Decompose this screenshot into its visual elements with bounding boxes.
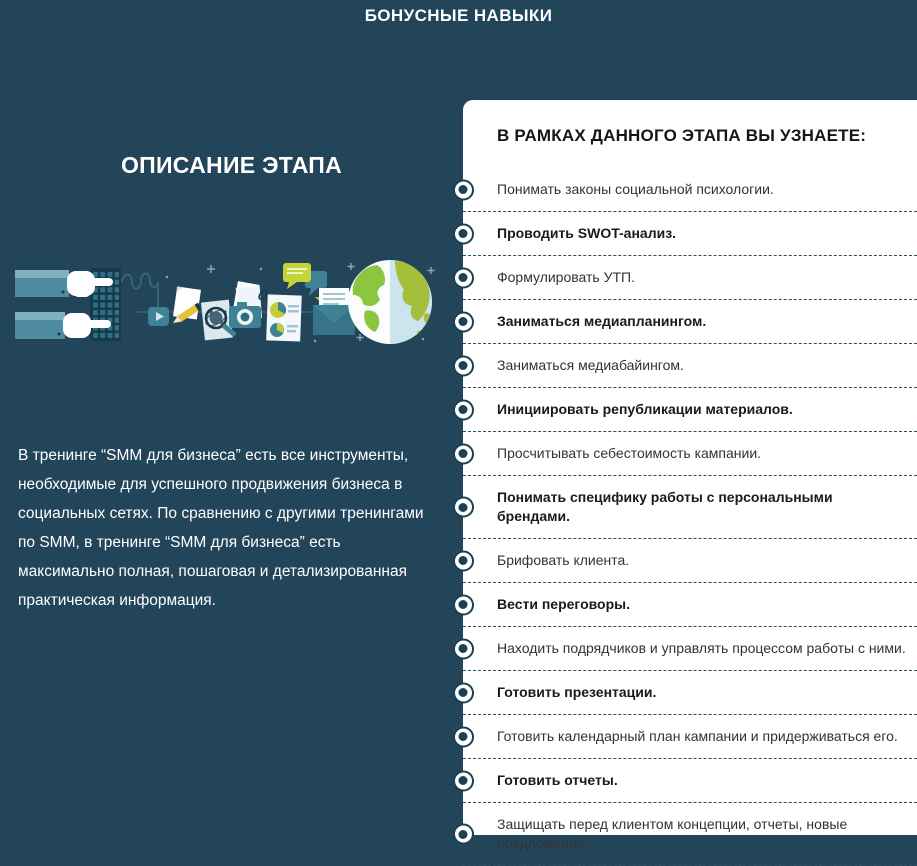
skills-list <box>463 168 917 866</box>
skill-label: Защищать перед клиентом концепции, отчеты, новые предложения. <box>497 816 848 851</box>
stage-illustration <box>15 255 435 345</box>
list-item <box>463 256 917 300</box>
cable-line <box>121 274 158 308</box>
skill-label: Проводить SWOT-анализ. <box>497 225 677 241</box>
list-item <box>463 212 917 256</box>
skill-label: Вести переговоры. <box>497 596 630 612</box>
bullet-ring-icon <box>453 550 474 571</box>
skill-label: Инициировать републикации материалов. <box>497 401 793 417</box>
bullet-ring-icon <box>453 497 474 518</box>
bullet-ring-icon <box>453 824 474 845</box>
skill-label: Понимать специфику работы с персональными брендами. <box>497 489 833 524</box>
bullet-ring-icon <box>453 726 474 747</box>
list-item <box>463 715 917 759</box>
play-button-icon <box>148 307 169 326</box>
stage-description-paragraph: В тренинге “SMM для бизнеса” есть все инструменты, необходимые для успешного продвижения бизнеса в социальных сетях. По сравнению с другими тренингами по SMM, в тренинге “SMM для бизнеса” есть максимально полная, пошаговая и детализированная практическая информация. <box>18 447 424 609</box>
list-item <box>463 583 917 627</box>
list-item <box>463 627 917 671</box>
bullet-ring-icon <box>453 267 474 288</box>
smm-tools-illustration-svg <box>15 255 435 345</box>
list-item <box>463 344 917 388</box>
page-title: БОНУСНЫЕ НАВЫКИ <box>364 6 553 25</box>
bullet-ring-icon <box>453 355 474 376</box>
skill-label: Готовить презентации. <box>497 684 657 700</box>
list-item <box>463 388 917 432</box>
panel-heading: В РАМКАХ ДАННОГО ЭТАПА ВЫ УЗНАЕТЕ: <box>497 126 867 145</box>
bullet-ring-icon <box>453 399 474 420</box>
list-item <box>463 168 917 212</box>
skill-label: Брифовать клиента. <box>497 552 630 568</box>
globe-icon <box>348 260 434 344</box>
skill-label: Заниматься медиабайингом. <box>497 357 684 373</box>
list-item <box>463 300 917 344</box>
skill-label: Заниматься медиапланингом. <box>497 313 707 329</box>
skill-label: Готовить календарный план кампании и придерживаться его. <box>497 728 898 744</box>
skill-label: Понимать законы социальной психологии. <box>497 181 774 197</box>
bullet-ring-icon <box>453 223 474 244</box>
skill-label: Формулировать УТП. <box>497 269 636 285</box>
list-item <box>463 476 917 539</box>
skill-label: Готовить отчеты. <box>497 772 618 788</box>
report-charts-icon <box>266 294 302 341</box>
bullet-ring-icon <box>453 594 474 615</box>
bullet-ring-icon <box>453 179 474 200</box>
camera-photos-icon <box>229 281 269 328</box>
bullet-ring-icon <box>453 638 474 659</box>
skills-panel <box>463 100 917 851</box>
bullet-ring-icon <box>453 682 474 703</box>
pencil-document-icon <box>171 286 202 325</box>
sleeves-icon <box>15 270 69 339</box>
bullet-ring-icon <box>453 443 474 464</box>
stage-description-heading: ОПИСАНИЕ ЭТАПА <box>120 152 343 178</box>
bullet-ring-icon <box>453 311 474 332</box>
list-item <box>463 539 917 583</box>
skill-label: Просчитывать себестоимость кампании. <box>497 445 762 461</box>
skill-label: Находить подрядчиков и управлять процессом работы с ними. <box>497 640 906 656</box>
list-item <box>463 432 917 476</box>
bullet-ring-icon <box>453 770 474 791</box>
list-item <box>463 759 917 803</box>
list-item <box>463 671 917 715</box>
